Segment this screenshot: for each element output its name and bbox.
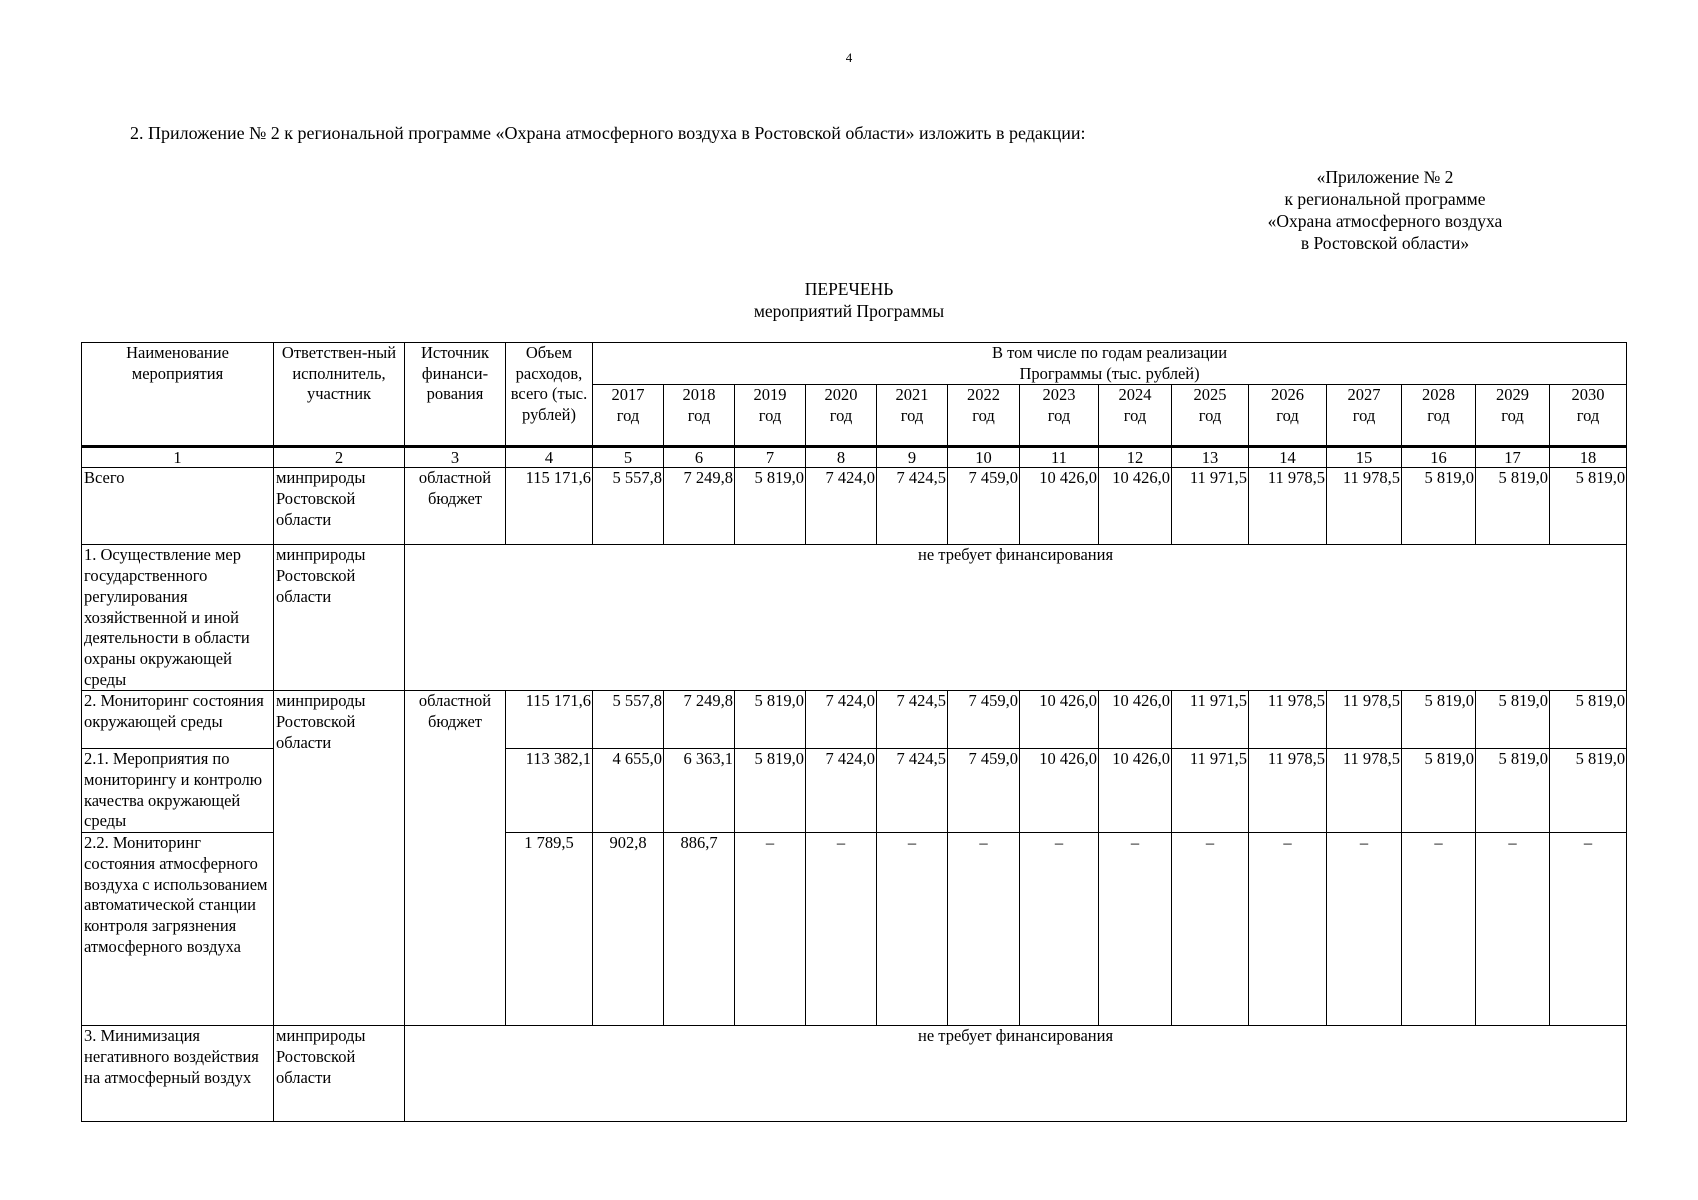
column-index-cell: 11 — [1020, 447, 1099, 468]
year-header-2030 — [1550, 385, 1627, 447]
year-value-cell: 5 819,0 — [1476, 691, 1550, 749]
row-name-cell: 3. Минимизация негативного воздействия на атмосферный воздух — [82, 1026, 274, 1122]
column-index-cell: 9 — [877, 447, 948, 468]
header-source: Источник финанси-рования — [405, 343, 506, 447]
header-name: Наименование мероприятия — [82, 343, 274, 447]
year-value-cell: 10 426,0 — [1099, 749, 1172, 833]
year-header-word: год — [1576, 406, 1600, 426]
year-header-word: год — [900, 406, 924, 426]
column-index-cell: 8 — [806, 447, 877, 468]
year-header-2019 — [735, 385, 806, 447]
column-index-cell: 1 — [82, 447, 274, 468]
year-value-cell: 5 819,0 — [1550, 691, 1627, 749]
year-value-cell: 5 819,0 — [1550, 749, 1627, 833]
year-value-cell: 7 459,0 — [948, 468, 1020, 545]
year-value-cell: 10 426,0 — [1020, 468, 1099, 545]
year-header-word: год — [829, 406, 853, 426]
year-value-cell: 5 557,8 — [593, 468, 664, 545]
year-value-cell: 11 978,5 — [1249, 749, 1327, 833]
column-index-cell: 7 — [735, 447, 806, 468]
measures-table — [81, 342, 1627, 1122]
row-name-cell: 2.2. Мониторинг состояния атмосферного воздуха с использованием автоматической станции контроля загрязнения атмосферного воздуха — [82, 833, 274, 1026]
year-header-2018 — [664, 385, 735, 447]
intro-paragraph: 2. Приложение № 2 к региональной программе «Охрана атмосферного воздуха в Ростовской области» изложить в редакции: — [130, 123, 1086, 143]
row-executor-cell: минприроды Ростовской области — [274, 691, 405, 1026]
column-index-cell: 18 — [1550, 447, 1627, 468]
year-header-word: год — [972, 406, 995, 426]
year-value-cell: 5 819,0 — [1402, 468, 1476, 545]
year-value-cell: 11 978,5 — [1249, 691, 1327, 749]
year-header-word: год — [687, 406, 711, 426]
list-title-main: ПЕРЕЧЕНЬ — [804, 279, 894, 299]
year-header-word: год — [1501, 406, 1524, 426]
year-value-cell: – — [1020, 833, 1099, 1026]
year-header-year: 2028 — [1422, 385, 1455, 405]
year-header-2025 — [1172, 385, 1249, 447]
year-value-cell: – — [1402, 833, 1476, 1026]
year-header-year: 2018 — [682, 385, 716, 405]
row-executor-cell: минприроды Ростовской области — [274, 1026, 405, 1122]
column-index-cell: 4 — [506, 447, 593, 468]
row-executor-cell: минприроды Ростовской области — [274, 545, 405, 691]
year-value-cell: 886,7 — [664, 833, 735, 1026]
year-header-2027 — [1327, 385, 1402, 447]
no-funding-note: не требует финансирования — [405, 1026, 1627, 1122]
row-total-cell: 113 382,1 — [506, 749, 593, 833]
year-value-cell: 5 819,0 — [1476, 468, 1550, 545]
year-header-year: 2020 — [824, 385, 858, 405]
year-value-cell: – — [1099, 833, 1172, 1026]
year-value-cell: 7 424,5 — [877, 691, 948, 749]
row-total-cell: 115 171,6 — [506, 468, 593, 545]
year-header-word: год — [1427, 406, 1450, 426]
column-index-cell: 2 — [274, 447, 405, 468]
year-value-cell: 5 819,0 — [735, 749, 806, 833]
year-header-year: 2021 — [895, 385, 929, 405]
column-index-cell: 16 — [1402, 447, 1476, 468]
table-row — [82, 1026, 1627, 1122]
year-value-cell: 6 363,1 — [664, 749, 735, 833]
year-value-cell: – — [877, 833, 948, 1026]
table-row — [82, 691, 1627, 749]
year-header-word: год — [616, 406, 640, 426]
year-header-year: 2024 — [1118, 385, 1152, 405]
year-header-2021 — [877, 385, 948, 447]
year-value-cell: 4 655,0 — [593, 749, 664, 833]
year-header-2023 — [1020, 385, 1099, 447]
appendix-line: «Охрана атмосферного воздуха — [1267, 211, 1503, 231]
column-index-cell: 10 — [948, 447, 1020, 468]
list-title-sub: мероприятий Программы — [753, 301, 945, 321]
year-value-cell: 7 459,0 — [948, 749, 1020, 833]
row-name-cell: Всего — [82, 468, 274, 545]
column-index-cell: 17 — [1476, 447, 1550, 468]
list-title — [0, 278, 1698, 322]
year-value-cell: – — [1550, 833, 1627, 1026]
row-name-cell: 1. Осуществление мер государственного регулирования хозяйственной и иной деятельности в области охраны окружающей среды — [82, 545, 274, 691]
year-value-cell: 11 978,5 — [1249, 468, 1327, 545]
year-header-2017 — [593, 385, 664, 447]
year-value-cell: 5 819,0 — [1476, 749, 1550, 833]
table-row — [82, 468, 1627, 545]
year-value-cell: 11 971,5 — [1172, 691, 1249, 749]
appendix-header — [1220, 166, 1550, 254]
year-value-cell: 5 819,0 — [735, 468, 806, 545]
year-value-cell: 5 819,0 — [1550, 468, 1627, 545]
column-index-cell: 13 — [1172, 447, 1249, 468]
row-source-cell: областной бюджет — [405, 691, 506, 1026]
year-header-year: 2022 — [967, 385, 1000, 405]
year-value-cell: 10 426,0 — [1020, 691, 1099, 749]
column-index-cell: 3 — [405, 447, 506, 468]
appendix-line: в Ростовской области» — [1300, 233, 1470, 253]
year-value-cell: – — [1476, 833, 1550, 1026]
year-value-cell: 5 819,0 — [735, 691, 806, 749]
year-value-cell: 7 424,5 — [877, 749, 948, 833]
header-years-group-line: В том числе по годам реализации — [992, 343, 1228, 362]
year-header-word: год — [1276, 406, 1299, 426]
year-header-word: год — [1047, 406, 1071, 426]
year-value-cell: 7 459,0 — [948, 691, 1020, 749]
year-value-cell: – — [948, 833, 1020, 1026]
year-value-cell: 11 978,5 — [1327, 691, 1402, 749]
appendix-line: к региональной программе — [1284, 189, 1486, 209]
year-value-cell: 10 426,0 — [1099, 691, 1172, 749]
year-value-cell: – — [735, 833, 806, 1026]
year-value-cell: 11 971,5 — [1172, 749, 1249, 833]
column-index-cell: 5 — [593, 447, 664, 468]
column-index-row — [82, 447, 1627, 468]
table-row — [82, 545, 1627, 691]
page-number: 4 — [845, 50, 853, 65]
row-total-cell: 1 789,5 — [506, 833, 593, 1026]
column-index-cell: 15 — [1327, 447, 1402, 468]
year-header-year: 2027 — [1347, 385, 1381, 405]
year-value-cell: 7 249,8 — [664, 691, 735, 749]
year-header-year: 2029 — [1496, 385, 1529, 405]
year-value-cell: 7 424,0 — [806, 468, 877, 545]
year-header-year: 2023 — [1042, 385, 1076, 405]
appendix-line: «Приложение № 2 — [1316, 167, 1454, 187]
year-value-cell: – — [1172, 833, 1249, 1026]
year-value-cell: 11 978,5 — [1327, 749, 1402, 833]
year-value-cell: 5 819,0 — [1402, 691, 1476, 749]
header-executor: Ответствен-ный исполнитель, участник — [274, 343, 405, 447]
year-value-cell: 11 978,5 — [1327, 468, 1402, 545]
column-index-cell: 6 — [664, 447, 735, 468]
year-header-word: год — [758, 406, 782, 426]
year-value-cell: – — [1249, 833, 1327, 1026]
year-header-word: год — [1123, 406, 1147, 426]
year-header-year: 2025 — [1193, 385, 1227, 405]
header-row — [82, 343, 1627, 385]
row-name-cell: 2.1. Мероприятия по мониторингу и контролю качества окружающей среды — [82, 749, 274, 833]
row-total-cell: 115 171,6 — [506, 691, 593, 749]
year-value-cell: 5 819,0 — [1402, 749, 1476, 833]
year-value-cell: 902,8 — [593, 833, 664, 1026]
year-header-2022 — [948, 385, 1020, 447]
year-value-cell: 7 424,0 — [806, 691, 877, 749]
year-header-year: 2030 — [1571, 385, 1605, 405]
header-volume: Объем расходов, всего (тыс. рублей) — [506, 343, 593, 447]
header-years-group — [593, 343, 1627, 385]
header-years-group-line: Программы (тыс. рублей) — [1019, 363, 1200, 383]
year-header-year: 2026 — [1271, 385, 1304, 405]
year-header-word: год — [1198, 406, 1222, 426]
year-value-cell: 7 249,8 — [664, 468, 735, 545]
year-header-2026 — [1249, 385, 1327, 447]
year-header-year: 2019 — [753, 385, 787, 405]
year-value-cell: 10 426,0 — [1020, 749, 1099, 833]
year-header-2028 — [1402, 385, 1476, 447]
year-header-2029 — [1476, 385, 1550, 447]
year-value-cell: 7 424,0 — [806, 749, 877, 833]
year-header-2024 — [1099, 385, 1172, 447]
row-executor-cell: минприроды Ростовской области — [274, 468, 405, 545]
no-funding-note: не требует финансирования — [405, 545, 1627, 691]
year-header-word: год — [1352, 406, 1376, 426]
row-name-cell: 2. Мониторинг состояния окружающей среды — [82, 691, 274, 749]
year-value-cell: – — [1327, 833, 1402, 1026]
column-index-cell: 12 — [1099, 447, 1172, 468]
year-value-cell: 7 424,5 — [877, 468, 948, 545]
year-value-cell: 11 971,5 — [1172, 468, 1249, 545]
column-index-cell: 14 — [1249, 447, 1327, 468]
year-header-year: 2017 — [611, 385, 645, 405]
year-value-cell: 10 426,0 — [1099, 468, 1172, 545]
year-value-cell: – — [806, 833, 877, 1026]
row-source-cell: областной бюджет — [405, 468, 506, 545]
year-value-cell: 5 557,8 — [593, 691, 664, 749]
year-header-2020 — [806, 385, 877, 447]
